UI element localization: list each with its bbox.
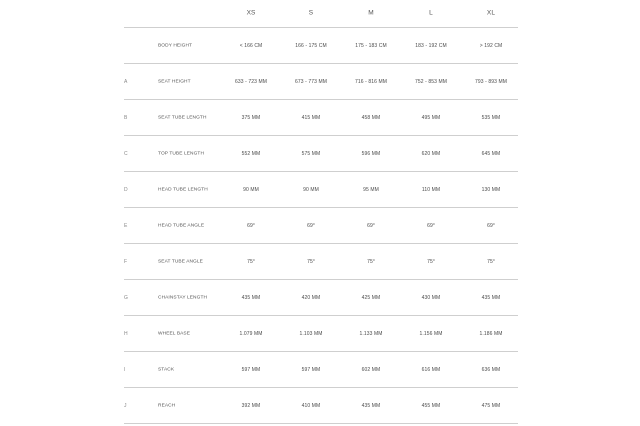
size-column-s: S bbox=[308, 9, 314, 17]
table-row bbox=[124, 64, 518, 100]
table-cell: 716 - 816 MM bbox=[354, 78, 388, 85]
table-cell: 410 MM bbox=[301, 402, 321, 409]
table-cell: 415 MM bbox=[301, 114, 321, 121]
table-cell: 1.079 MM bbox=[239, 330, 263, 337]
table-cell: 166 - 175 CM bbox=[295, 42, 327, 49]
row-code: J bbox=[124, 402, 127, 409]
table-cell: 455 MM bbox=[421, 402, 441, 409]
table-cell: 636 MM bbox=[481, 366, 501, 373]
table-row bbox=[124, 280, 518, 316]
table-cell: 1.133 MM bbox=[359, 330, 383, 337]
table-cell: 69° bbox=[367, 222, 375, 229]
table-cell: 75° bbox=[487, 258, 495, 265]
table-row bbox=[124, 244, 518, 280]
row-code: H bbox=[124, 330, 128, 337]
row-code: F bbox=[124, 258, 128, 265]
table-cell: 90 MM bbox=[243, 186, 259, 193]
table-cell: 69° bbox=[427, 222, 435, 229]
row-label: REACH bbox=[158, 403, 176, 408]
table-cell: 392 MM bbox=[241, 402, 261, 409]
table-row bbox=[124, 100, 518, 136]
table-cell: 425 MM bbox=[361, 294, 381, 301]
table-cell: 552 MM bbox=[241, 150, 261, 157]
table-cell: 1.186 MM bbox=[479, 330, 503, 337]
table-cell: 75° bbox=[247, 258, 255, 265]
table-cell: 793 - 893 MM bbox=[474, 78, 508, 85]
row-code: D bbox=[124, 186, 128, 193]
row-label: SEAT HEIGHT bbox=[158, 79, 191, 84]
table-cell: 597 MM bbox=[241, 366, 261, 373]
table-cell: 616 MM bbox=[421, 366, 441, 373]
row-code: A bbox=[124, 78, 128, 85]
table-cell: 620 MM bbox=[421, 150, 441, 157]
geometry-rows bbox=[124, 28, 518, 424]
size-column-xl: XL bbox=[486, 9, 496, 17]
table-cell: 535 MM bbox=[481, 114, 501, 121]
table-cell: 575 MM bbox=[301, 150, 321, 157]
row-label: BODY HEIGHT bbox=[158, 43, 193, 48]
size-column-m: M bbox=[368, 9, 374, 17]
table-row bbox=[124, 352, 518, 388]
table-cell: 69° bbox=[307, 222, 315, 229]
table-row bbox=[124, 316, 518, 352]
row-code: E bbox=[124, 222, 128, 229]
table-row bbox=[124, 388, 518, 424]
table-cell: 752 - 853 MM bbox=[414, 78, 448, 85]
row-label: CHAINSTAY LENGTH bbox=[158, 295, 208, 300]
table-cell: 673 - 773 MM bbox=[294, 78, 328, 85]
table-cell: 420 MM bbox=[301, 294, 321, 301]
table-cell: 475 MM bbox=[481, 402, 501, 409]
table-cell: 645 MM bbox=[481, 150, 501, 157]
table-cell: 130 MM bbox=[481, 186, 501, 193]
row-code: C bbox=[124, 150, 128, 157]
table-cell: 596 MM bbox=[361, 150, 381, 157]
table-row bbox=[124, 28, 518, 64]
table-cell: 435 MM bbox=[361, 402, 381, 409]
row-label: HEAD TUBE ANGLE bbox=[158, 223, 205, 228]
table-row bbox=[124, 136, 518, 172]
table-cell: > 192 CM bbox=[479, 42, 503, 49]
table-cell: 1.103 MM bbox=[299, 330, 323, 337]
table-cell: 75° bbox=[427, 258, 435, 265]
size-column-l: L bbox=[429, 9, 433, 17]
table-cell: 430 MM bbox=[421, 294, 441, 301]
table-cell: 69° bbox=[247, 222, 255, 229]
size-header-row bbox=[124, 0, 518, 28]
table-row bbox=[124, 208, 518, 244]
row-code: G bbox=[124, 294, 128, 301]
row-label: HEAD TUBE LENGTH bbox=[158, 187, 208, 192]
table-cell: 75° bbox=[307, 258, 315, 265]
table-cell: 183 - 192 CM bbox=[415, 42, 447, 49]
table-cell: 597 MM bbox=[301, 366, 321, 373]
row-label: STACK bbox=[158, 367, 175, 372]
table-cell: 69° bbox=[487, 222, 495, 229]
table-cell: 375 MM bbox=[241, 114, 261, 121]
row-label: SEAT TUBE ANGLE bbox=[158, 259, 203, 264]
row-label: WHEEL BASE bbox=[158, 331, 191, 336]
table-cell: 458 MM bbox=[361, 114, 381, 121]
row-code: B bbox=[124, 114, 128, 121]
table-cell: 435 MM bbox=[241, 294, 261, 301]
row-code: I bbox=[124, 366, 126, 373]
table-cell: 495 MM bbox=[421, 114, 441, 121]
table-cell: < 166 CM bbox=[239, 42, 263, 49]
table-cell: 175 - 183 CM bbox=[355, 42, 387, 49]
table-cell: 1.156 MM bbox=[419, 330, 443, 337]
table-cell: 435 MM bbox=[481, 294, 501, 301]
table-cell: 110 MM bbox=[421, 186, 441, 193]
table-cell: 75° bbox=[367, 258, 375, 265]
size-column-xs: XS bbox=[246, 9, 256, 17]
row-label: TOP TUBE LENGTH bbox=[158, 151, 205, 156]
table-cell: 95 MM bbox=[363, 186, 379, 193]
table-cell: 602 MM bbox=[361, 366, 381, 373]
row-label: SEAT TUBE LENGTH bbox=[158, 115, 207, 120]
table-cell: 633 - 723 MM bbox=[234, 78, 268, 85]
table-row bbox=[124, 172, 518, 208]
table-cell: 90 MM bbox=[303, 186, 319, 193]
geometry-table bbox=[124, 0, 518, 424]
